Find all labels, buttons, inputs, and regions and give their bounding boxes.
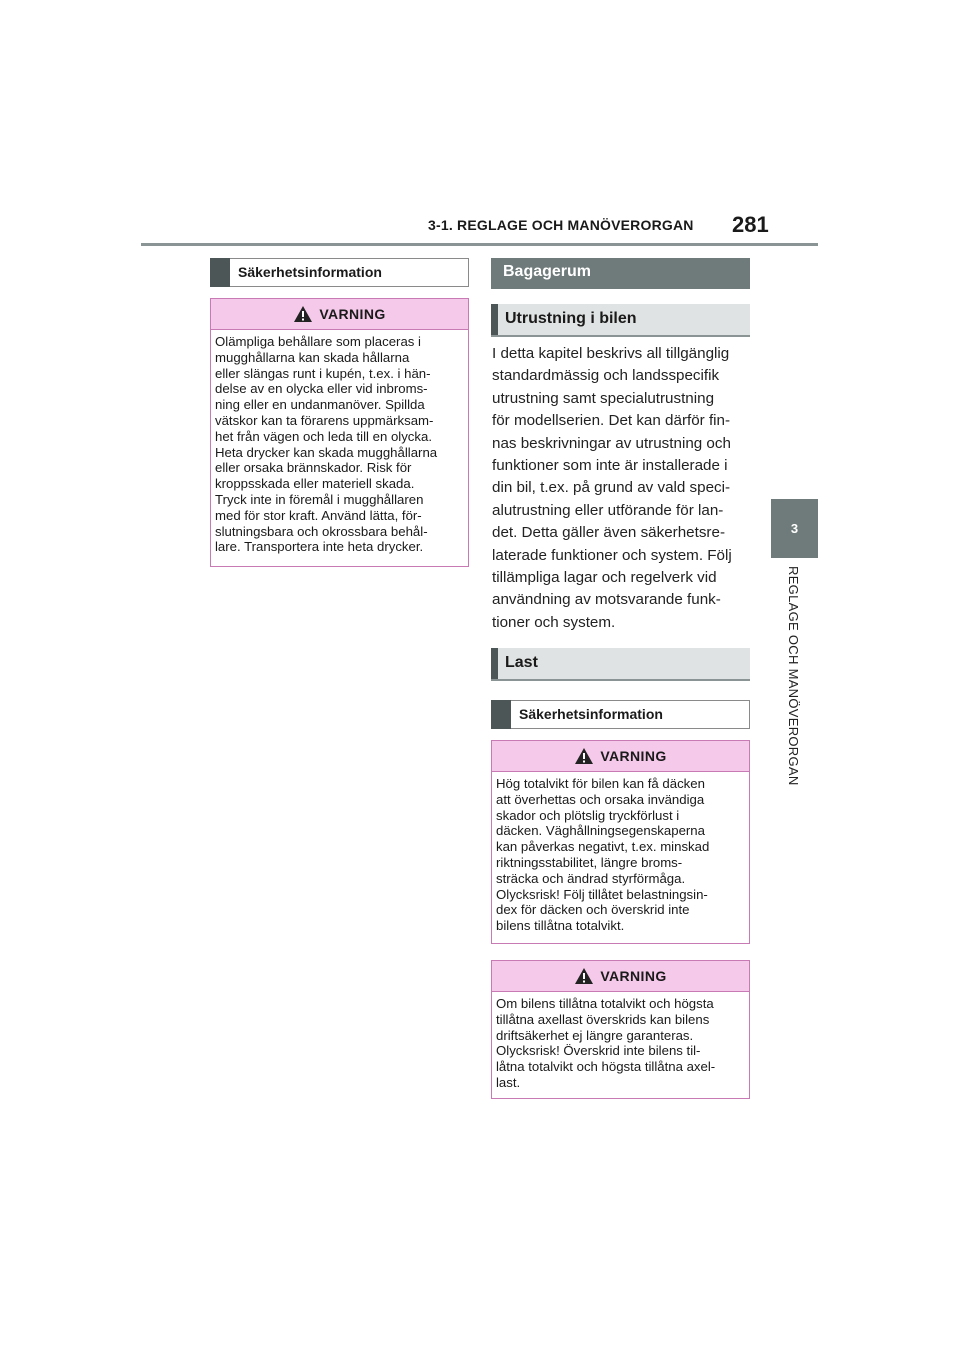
safety-heading-text: Säkerhetsinformation	[238, 264, 382, 280]
body-line: din bil, t.ex. på grund av vald speci-	[492, 479, 731, 497]
warning-box-axleload	[491, 960, 750, 1099]
chapter-tab[interactable]: 3	[771, 499, 818, 558]
warning-line: bilens tillåtna totalvikt.	[496, 918, 625, 934]
warning-line: dex för däcken och överskrid inte	[496, 902, 690, 918]
warning-header	[492, 741, 749, 772]
warning-line: däcken. Väghållningsegenskaperna	[496, 823, 705, 839]
subsection-title: Utrustning i bilen	[505, 310, 637, 327]
warning-line: eller slängas runt i kupén, t.ex. i hän-	[215, 365, 431, 381]
warning-title: VARNING	[600, 748, 667, 764]
warning-line: slutningsbara och okrossbara behål-	[215, 523, 428, 539]
warning-line: Heta drycker kan skada mugghållarna	[215, 444, 438, 460]
heading-marker	[491, 700, 511, 729]
body-line: användning av motsvarande funk-	[492, 591, 721, 609]
warning-line: med för stor kraft. Använd lätta, för-	[215, 507, 422, 523]
warning-line: delse av en olycka eller vid inbroms-	[215, 381, 428, 397]
warning-line: Olycksrisk! Följ tillåtet belastningsin-	[496, 886, 708, 902]
warning-box-cupholder	[210, 298, 469, 567]
warning-box-totalweight	[491, 740, 750, 944]
warning-line: att överhettas och orsaka invändiga	[496, 791, 705, 807]
warning-line: Om bilens tillåtna totalvikt och högsta	[496, 996, 714, 1011]
body-line: funktioner som inte är installerade i	[492, 457, 728, 475]
warning-line: sträcka och ändrad styrförmåga.	[496, 870, 686, 886]
heading-marker	[491, 304, 498, 335]
subsection-equipment	[491, 304, 750, 337]
warning-line: riktningsstabilitet, längre broms-	[496, 854, 683, 870]
body-line: det. Detta gäller även säkerhetsre-	[492, 524, 725, 542]
body-line: nas beskrivningar av utrustning och	[492, 434, 731, 452]
body-line: alutrustning eller utförande för lan-	[492, 501, 724, 519]
warning-triangle-icon	[574, 747, 594, 765]
body-paragraph	[492, 343, 750, 634]
body-line: utrustning samt specialutrustning	[492, 389, 715, 407]
safety-heading-text: Säkerhetsinformation	[519, 706, 663, 722]
body-line: för modellserien. Det kan därför fin-	[492, 412, 731, 430]
warning-line: kan påverkas negativt, t.ex. minskad	[496, 839, 710, 855]
subsection-load	[491, 648, 750, 681]
warning-title: VARNING	[319, 306, 386, 322]
warning-body	[492, 772, 749, 934]
warning-line: låtna totalvikt och högsta tillåtna axel-	[496, 1059, 716, 1075]
warning-header	[492, 961, 749, 992]
warning-line: Olycksrisk! Överskrid inte bilens til-	[496, 1043, 701, 1059]
warning-header	[211, 299, 468, 330]
warning-triangle-icon	[574, 967, 594, 985]
warning-line: driftsäkerhet ej längre garanteras.	[496, 1027, 694, 1043]
warning-line: Hög totalvikt för bilen kan få däcken	[496, 776, 705, 791]
section-title-bagagerum: Bagagerum	[491, 258, 750, 289]
warning-line: tillåtna axellast överskrids kan bilens	[496, 1011, 710, 1027]
warning-line: kroppsskada eller materiell skada.	[215, 476, 415, 492]
warning-line: Tryck inte in föremål i mugghållaren	[215, 491, 424, 507]
body-line: tioner och system.	[492, 613, 616, 631]
header-divider	[141, 243, 818, 246]
body-line: tillämpliga lagar och regelverk vid	[492, 569, 717, 587]
chapter-tab-label: REGLAGE OCH MANÖVERORGAN	[786, 566, 801, 786]
body-line: I detta kapitel beskrivs all tillgänglig	[492, 345, 730, 362]
warning-line: last.	[496, 1074, 521, 1090]
warning-body	[492, 992, 749, 1091]
heading-marker	[491, 648, 498, 679]
warning-line: ning eller en undanmanöver. Spillda	[215, 397, 425, 413]
body-line: laterade funktioner och system. Följ	[492, 546, 732, 564]
warning-line: mugghållarna kan skada hållarna	[215, 349, 410, 365]
safety-heading-right	[491, 700, 750, 729]
warning-title: VARNING	[600, 968, 667, 984]
page-number: 281	[732, 212, 769, 237]
safety-heading-left	[210, 258, 469, 287]
warning-line: Olämpliga behållare som placeras i	[215, 334, 421, 349]
warning-line: het från vägen och leda till en olycka.	[215, 428, 432, 444]
warning-line: lare. Transportera inte heta drycker.	[215, 539, 424, 555]
warning-line: vätskor kan ta förarens uppmärksam-	[215, 412, 434, 428]
chapter-title: 3-1. REGLAGE OCH MANÖVERORGAN	[428, 217, 694, 233]
heading-marker	[210, 258, 230, 287]
warning-line: eller orsaka brännskador. Risk för	[215, 460, 412, 476]
warning-body	[211, 330, 468, 555]
subsection-title: Last	[505, 654, 538, 671]
warning-line: skador och plötslig tryckförlust i	[496, 807, 680, 823]
body-line: standardmässig och landsspecifik	[492, 367, 720, 385]
warning-triangle-icon	[293, 305, 313, 323]
